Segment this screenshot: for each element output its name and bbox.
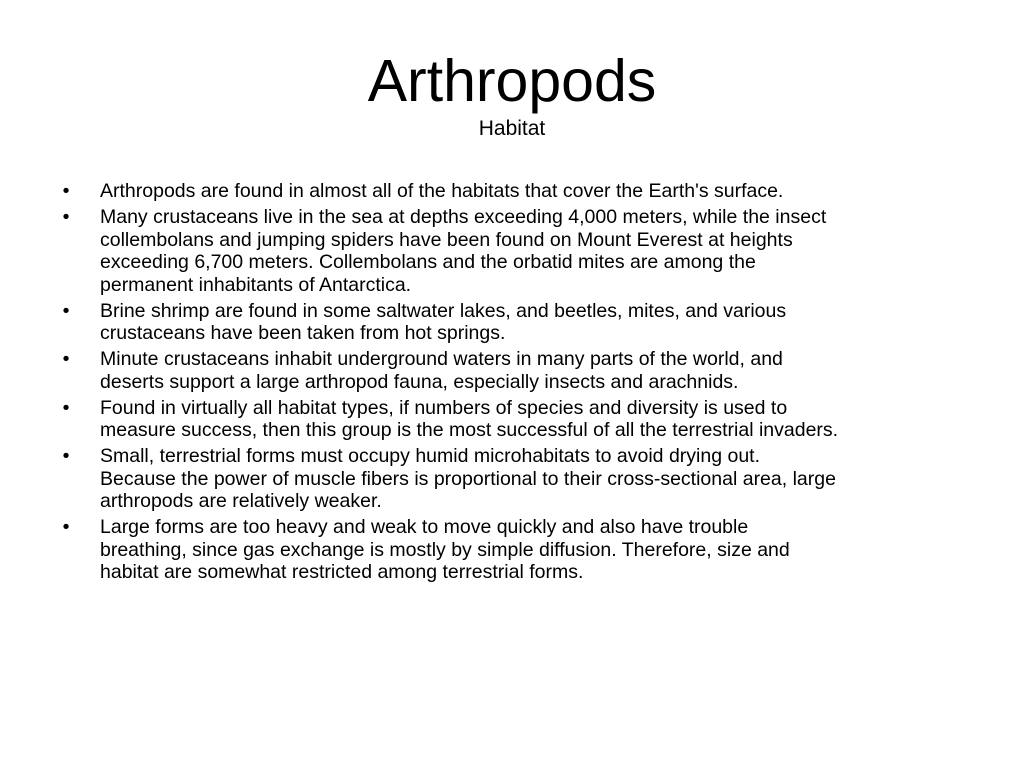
bullet-item xyxy=(56,348,986,393)
bullet-marker: • xyxy=(62,396,70,419)
bullet-item xyxy=(56,206,986,296)
bullet-marker: • xyxy=(62,348,70,370)
bullet-text: Found in virtually all habitat types, if numbers of species and diversity is used to measure success, then this group is the most successful of all the terrestrial invaders. xyxy=(100,396,839,441)
slide-subtitle: Habitat xyxy=(478,117,546,140)
bullet-item xyxy=(56,180,986,203)
bullet-text: Brine shrimp are found in some saltwater lakes, and beetles, mites, and various crustaceans have been taken from hot springs. xyxy=(100,299,787,344)
bullet-text: Large forms are too heavy and weak to move quickly and also have trouble breathing, since gas exchange is mostly by simple diffusion. Therefore, size and habitat are somewhat restricted among terrestrial forms. xyxy=(100,516,790,583)
slide-title: Arthropods xyxy=(367,48,657,114)
bullet-item xyxy=(56,516,986,584)
bullet-text: Small, terrestrial forms must occupy humid microhabitats to avoid drying out. Because the power of muscle fibers is proportional to their cross-sectional area, large arthropods are relatively weaker. xyxy=(100,445,836,512)
bullet-marker: • xyxy=(62,445,70,467)
bullet-marker: • xyxy=(62,206,70,228)
bullet-marker: • xyxy=(62,516,70,538)
bullet-item xyxy=(56,300,986,345)
bullet-text: Minute crustaceans inhabit underground waters in many parts of the world, and deserts support a large arthropod fauna, especially insects and arachnids. xyxy=(100,348,783,393)
bullet-item xyxy=(56,445,986,513)
title-block xyxy=(0,46,1024,142)
bullet-item xyxy=(56,397,986,442)
bullet-text: Arthropods are found in almost all of the habitats that cover the Earth's surface. xyxy=(100,180,784,202)
bullet-list xyxy=(56,180,986,587)
bullet-text: Many crustaceans live in the sea at depths exceeding 4,000 meters, while the insect collembolans and jumping spiders have been found on Mount Everest at heights exceeding 6,700 meters. Collembolans and the orbatid mites are among the permanent inhabitants of Antarctica. xyxy=(100,206,827,296)
bullet-marker: • xyxy=(62,299,70,322)
bullet-marker: • xyxy=(62,180,70,202)
